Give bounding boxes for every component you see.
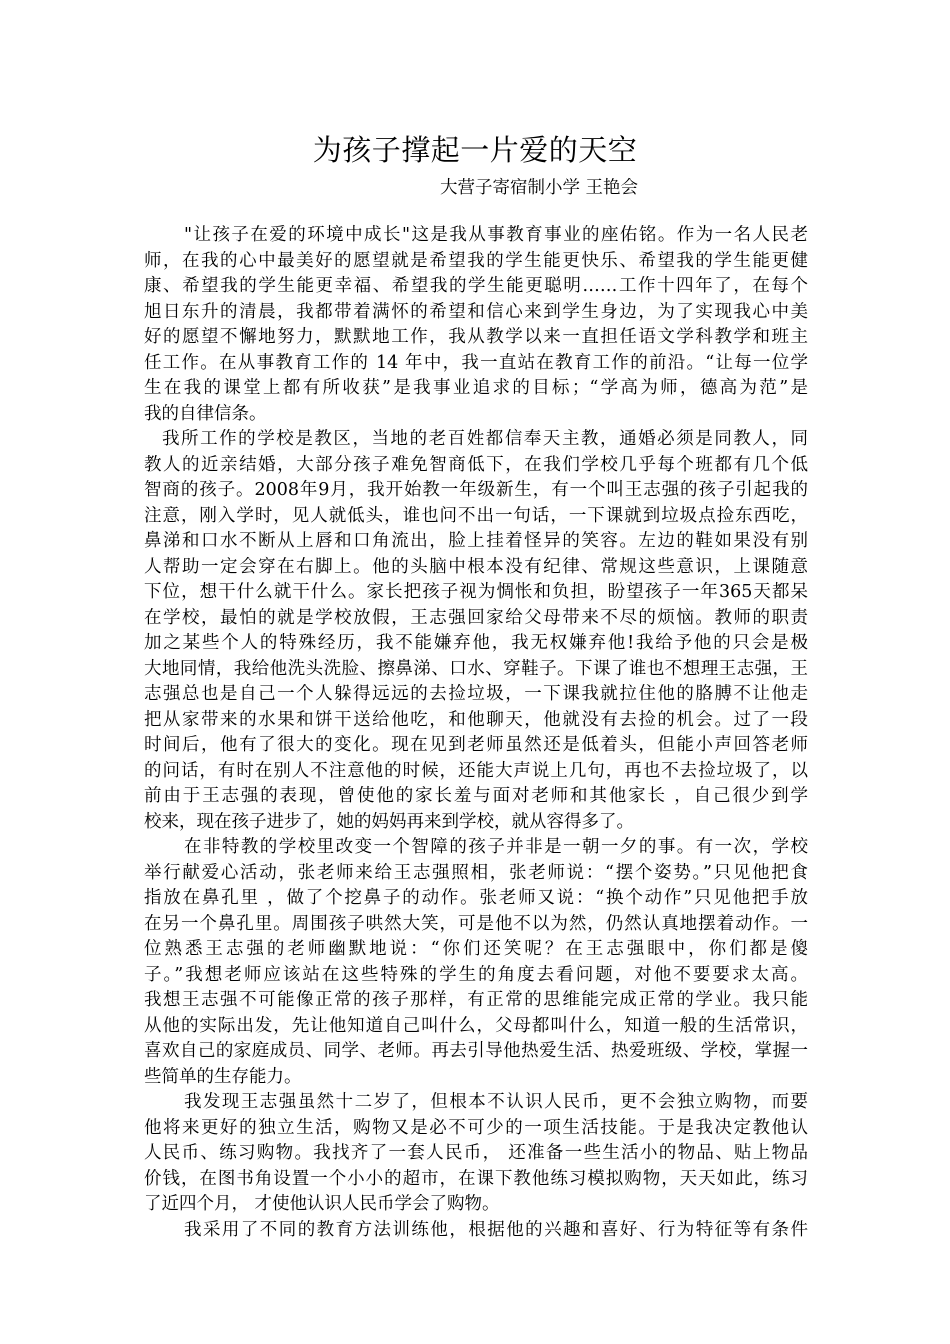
body-text-line: 生在我的课堂上都有所收获”是我事业追求的目标；“学高为师，德高为范”是: [144, 378, 808, 398]
body-text-line: 从他的实际出发，先让他知道自己叫什么，父母都叫什么，知道一般的生活常识，: [144, 1015, 808, 1036]
body-text-line: 好的愿望不懈地努力，默默地工作，我从教学以来一直担任语文学科教学和班主: [144, 327, 808, 347]
body-text-line: 注意，刚入学时，见人就低头，谁也问不出一句话，一下课就到垃圾点捡东西吃，: [144, 505, 808, 526]
body-text-line: 我想王志强不可能像正常的孩子那样，有正常的思维能完成正常的学业。我只能: [144, 990, 808, 1010]
body-text-line: 康、希望我的学生能更幸福、希望我的学生能更聪明……工作十四年了，在每个: [144, 276, 808, 296]
body-text-line: 任工作。在从事教育工作的 14 年中，我一直站在教育工作的前沿。“让每一位学: [144, 352, 808, 373]
body-text-line: 子。”我想老师应该站在这些特殊的学生的角度去看问题，对他不要要求太高。: [144, 964, 808, 985]
body-text-line: 智商的孩子。2008年9月，我开始教一年级新生，有一个叫王志强的孩子引起我的: [144, 480, 808, 500]
body-text-line: 师，在我的心中最美好的愿望就是希望我的学生能更快乐、希望我的学生能更健: [144, 250, 808, 271]
body-text-line: 校来，现在孩子进步了，她的妈妈再来到学校，就从容得多了。: [144, 811, 634, 832]
body-text-line: 我采用了不同的教育方法训练他，根据他的兴趣和喜好、行为特征等有条件: [184, 1219, 808, 1240]
body-text-line: 了近四个月， 才使他认识人民币学会了购物。: [144, 1194, 500, 1214]
body-text-line: "让孩子在爱的环境中成长"这是我从事教育事业的座佑铭。作为一名人民老: [184, 225, 808, 245]
document-title: 为孩子撑起一片爱的天空: [312, 133, 638, 167]
body-text-line: 大地同情，我给他洗头洗脸、擦鼻涕、口水、穿鞋子。下课了谁也不想理王志强，王: [144, 658, 808, 679]
body-text-line: 在学校，最怕的就是学校放假，王志强回家给父母带来不尽的烦恼。教师的职责: [144, 607, 808, 628]
body-text-line: 下位，想干什么就干什么。家长把孩子视为惆怅和负担，盼望孩子一年365天都呆: [144, 582, 808, 602]
body-text-line: 人民币、练习购物。我找齐了一套人民币， 还准备一些生活小的物品、贴上物品: [144, 1143, 808, 1163]
body-text-line: 在非特教的学校里改变一个智障的孩子并非是一朝一夕的事。有一次，学校: [184, 837, 808, 857]
body-text-line: 指放在鼻孔里 ，做了个挖鼻子的动作。张老师又说：“换个动作”只见他把手放: [144, 888, 808, 908]
body-text-line: 我所工作的学校是教区，当地的老百姓都信奉天主教，通婚必须是同教人，同: [162, 429, 808, 449]
body-text-line: 加之某些个人的特殊经历，我不能嫌弃他，我无权嫌弃他!我给予他的只会是极: [144, 633, 808, 653]
body-text-line: 在另一个鼻孔里。周围孩子哄然大笑，可是他不以为然，仍然认真地摆着动作。一: [144, 913, 808, 934]
body-text-line: 旭日东升的清晨，我都带着满怀的希望和信心来到学生身边，为了实现我心中美: [144, 301, 808, 322]
body-text-line: 时间后，他有了很大的变化。现在见到老师虽然还是低着头，但能小声回答老师: [144, 735, 808, 755]
body-text-line: 我的自律信条。: [144, 403, 267, 424]
body-text-line: 前由于王志强的表现，曾使他的家长羞与面对老师和其他家长 ，自己很少到学: [144, 786, 808, 806]
body-text-line: 位熟悉王志强的老师幽默地说：“你们还笑呢？在王志强眼中，你们都是傻: [144, 939, 808, 959]
body-text-line: 喜欢自己的家庭成员、同学、老师。再去引导他热爱生活、热爱班级、学校，掌握一: [144, 1041, 808, 1061]
author-byline: 大营子寄宿制小学 王艳会: [440, 178, 639, 198]
body-text-line: 鼻涕和口水不断从上唇和口角流出，脸上挂着怪异的笑容。左边的鞋如果没有别: [144, 531, 808, 551]
body-text-line: 的问话，有时在别人不注意他的时候，还能大声说上几句，再也不去捡垃圾了，以: [144, 760, 808, 781]
document-body: [144, 223, 808, 1243]
body-text-line: 价钱，在图书角设置一个小小的超市，在课下教他练习模拟购物，天天如此，练习: [144, 1168, 808, 1189]
body-text-line: 些简单的生存能力。: [144, 1066, 302, 1087]
body-text-line: 把从家带来的水果和饼干送给他吃，和他聊天，他就没有去捡的机会。过了一段: [144, 709, 808, 730]
body-text-line: 人帮助一定会穿在右脚上。他的头脑中根本没有纪律、常规这些意识，上课随意: [144, 556, 808, 577]
body-text-line: 举行献爱心活动，张老师来给王志强照相，张老师说：“摆个姿势。”只见他把食: [144, 862, 808, 883]
body-text-line: 他将来更好的独立生活，购物又是必不可少的一项生活技能。于是我决定教他认: [144, 1117, 808, 1138]
body-text-line: 教人的近亲结婚，大部分孩子难免智商低下，在我们学校几乎每个班都有几个低: [144, 454, 808, 475]
body-text-line: 志强总也是自己一个人躲得远远的去捡垃圾，一下课我就拉住他的胳膊不让他走: [144, 684, 808, 704]
body-text-line: 我发现王志强虽然十二岁了，但根本不认识人民币，更不会独立购物，而要: [184, 1092, 808, 1112]
